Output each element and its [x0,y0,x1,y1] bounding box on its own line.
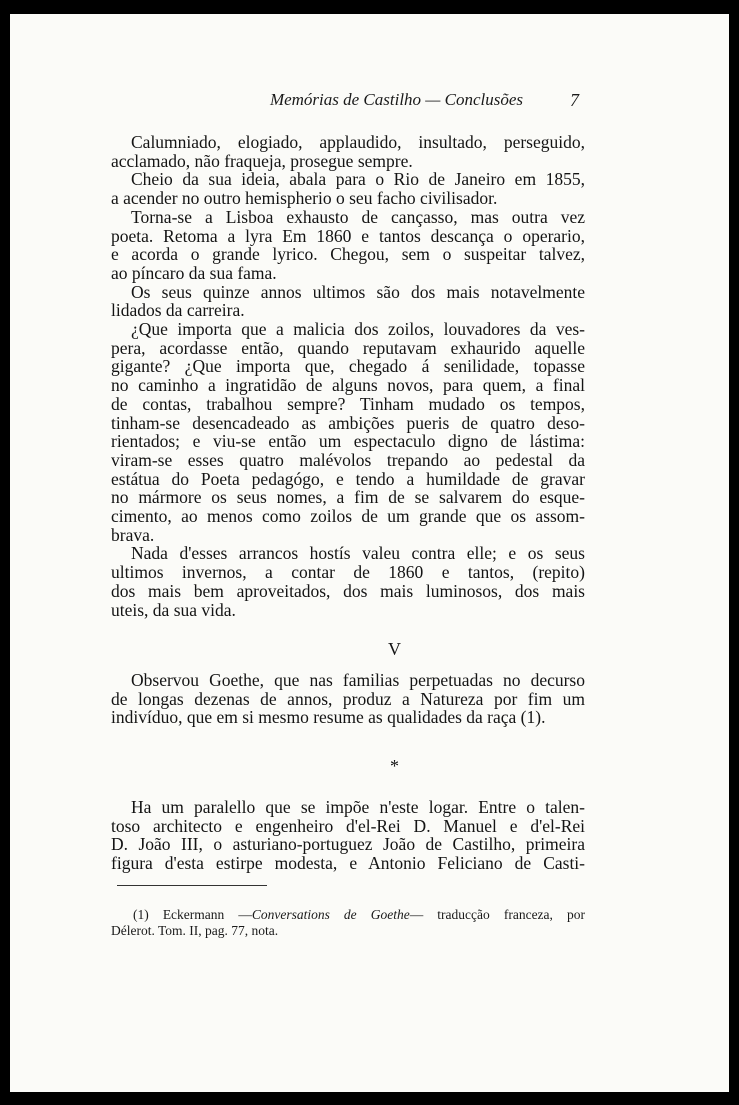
main-text [111,133,585,619]
text-line: no mármore os seus nomes, a fim de se salvarem do esque- [111,487,585,508]
text-line: viram-se esses quatro malévolos trepando ao pedestal da [111,449,585,470]
text-line: gigante? ¿Que importa que, chegado á senilidade, topasse [111,356,585,377]
paragraph-3 [111,208,585,283]
footnote-marker: (1) Eckermann — [133,907,252,922]
text-line: no caminho a ingratidão de alguns novos, para quem, a final [111,375,585,396]
text-line: estátua do Poeta pedagógo, e tendo a humildade de gravar [111,468,585,489]
text-line: D. João III, o asturiano-portuguez João de Castilho, primeira [111,834,585,855]
text-line: Cheio da sua ideia, abala para o Rio de Janeiro em 1855, [131,169,585,190]
paragraph-2 [111,170,585,207]
text-line: a acender no outro hemispherio o seu facho civilisador. [111,188,498,209]
text-line: uteis, da sua vida. [111,599,236,620]
page-number: 7 [570,90,579,110]
text-line: dos mais bem aproveitados, dos mais luminosos, dos mais [111,580,585,601]
paragraph-6 [111,544,585,619]
paragraph-1 [111,133,585,170]
text-line: indivíduo, que em si mesmo resume as qualidades da raça (1). [111,707,546,728]
text-line: e acorda o grande lyrico. Chegou, sem o suspeitar talvez, [111,244,585,265]
footnote-line-1 [111,907,585,923]
running-title: Memórias de Castilho — Conclusões [269,90,524,109]
section-heading: V [388,639,401,659]
text-line: rientados; e viu-se então um espectaculo digno de lástima: [111,431,585,452]
page-header [10,90,729,114]
text-line: Torna-se a Lisboa exhausto de cançasso, mas outra vez [131,206,585,227]
footnote-rule [117,885,267,886]
asterisk-separator: * [390,756,399,776]
footnote-rest: — traducção franceza, por [409,907,585,922]
text-line: Ha um paralello que se impõe n'este logar. Entre o talen- [131,797,585,817]
text-line: ¿Que importa que a malicia dos zoilos, louvadores da ves- [131,319,585,340]
text-line: ao píncaro da sua fama. [111,262,277,283]
paragraph-5 [111,320,585,544]
text-line: tinham-se desencadeado as ambições pueris de quatro deso- [111,412,585,433]
text-line: ultimos invernos, a contar de 1860 e tantos, (repito) [111,562,585,583]
footnote-line-2: Délerot. Tom. II, pag. 77, nota. [111,923,279,938]
text-line: acclamado, não fraqueja, prosegue sempre. [111,150,413,171]
text-line: Observou Goethe, que nas familias perpetuadas no decurso [131,670,585,690]
section-paragraph [111,671,585,727]
text-line: figura d'esta estirpe modesta, e Antonio Feliciano de Casti- [111,853,585,874]
text-line: de longas dezenas de annos, produz a Natureza por fim um [111,688,585,709]
text-line: lidados da carreira. [111,300,245,321]
text-line: toso architecto e engenheiro d'el-Rei D. Manuel e d'el-Rei [111,815,585,836]
footnote-work-title: Conversations de Goethe [251,907,410,922]
footnote [111,907,585,939]
text-line: de contas, trabalhou sempre? Tinham mudado os tempos, [111,393,585,414]
text-line: poeta. Retoma a lyra Em 1860 e tantos descança o operario, [111,225,585,246]
book-page [10,14,729,1092]
text-line: Calumniado, elogiado, applaudido, insultado, perseguido, [131,132,585,152]
closing-paragraph [111,798,585,873]
text-line: brava. [111,524,155,545]
text-line: Nada d'esses arrancos hostís valeu contra elle; e os seus [131,543,585,564]
paragraph-4 [111,283,585,320]
text-line: Os seus quinze annos ultimos são dos mais notavelmente [131,281,585,302]
text-line: pera, acordasse então, quando reputavam exhaurido aquelle [111,337,585,358]
text-line: cimento, ao menos como zoilos de um grande que os assom- [111,506,585,527]
